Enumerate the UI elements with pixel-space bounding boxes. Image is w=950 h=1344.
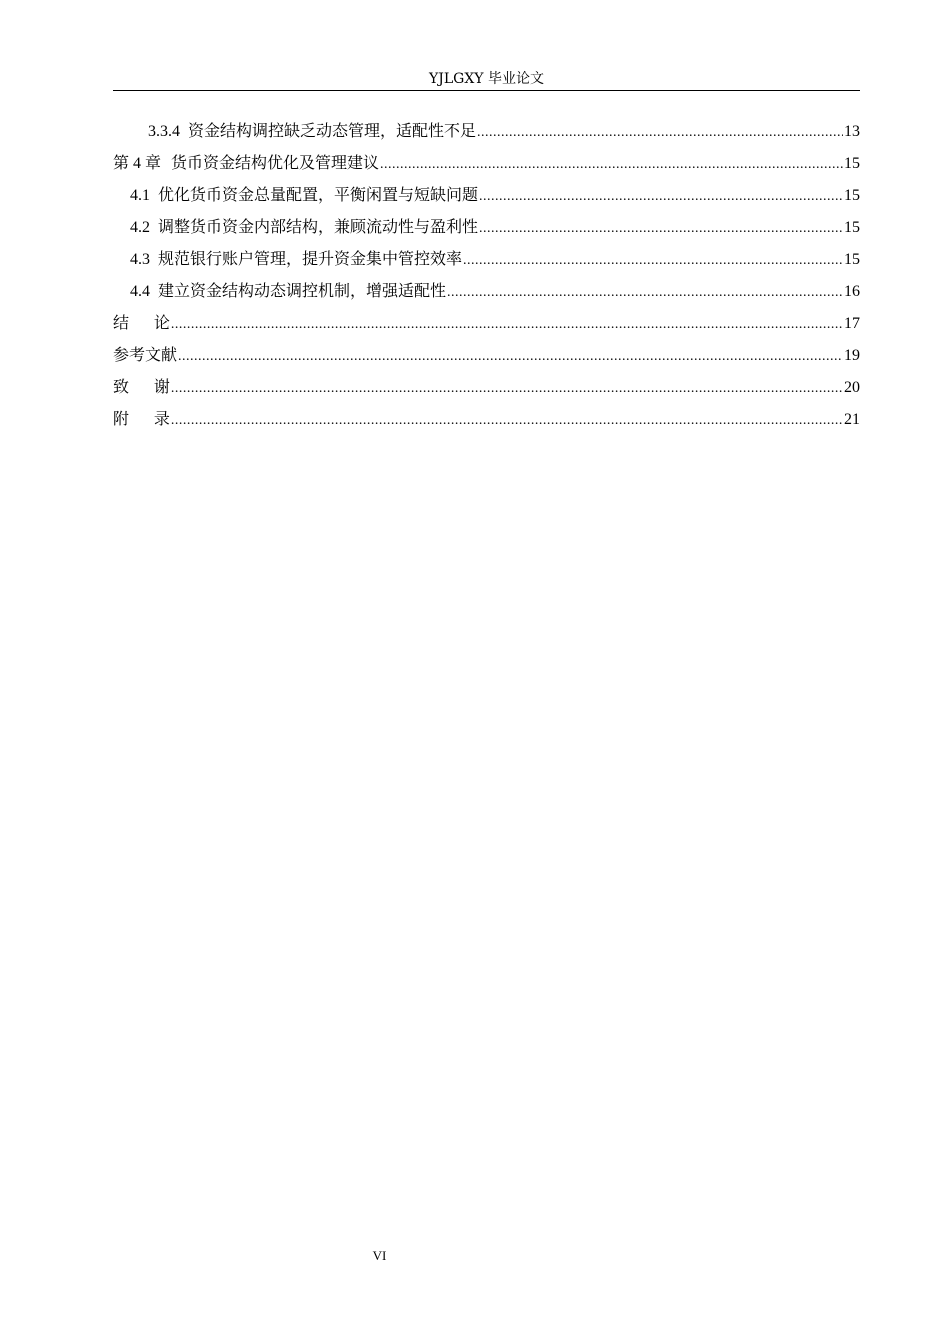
dot-leader (463, 247, 843, 275)
toc-entry-conclusion[interactable] (113, 309, 860, 341)
toc-page-number: 15 (844, 187, 860, 204)
toc-page-number: 16 (844, 283, 860, 300)
toc-entry-label (130, 245, 462, 274)
toc-entry-number: 第 4 章 (113, 155, 162, 172)
toc-page-number: 21 (844, 411, 860, 428)
toc-entry-4-2[interactable] (113, 213, 860, 245)
toc-entry-label (113, 149, 379, 178)
toc-entry-number: 4.2 (130, 219, 150, 236)
table-of-contents (113, 117, 860, 437)
toc-entry-number: 4.4 (130, 283, 150, 300)
toc-page-number: 17 (844, 315, 860, 332)
toc-page-number: 20 (844, 379, 860, 396)
dot-leader (178, 343, 843, 371)
dot-leader (380, 151, 843, 179)
toc-entry-number: 4.3 (130, 251, 150, 268)
toc-entry-number: 3.3.4 (148, 123, 180, 140)
toc-entry-label (148, 117, 476, 146)
toc-page-number: 19 (844, 347, 860, 364)
toc-entry-4-1[interactable] (113, 181, 860, 213)
dot-leader (171, 375, 843, 403)
toc-entry-title: 优化货币资金总量配置，平衡闲置与短缺问题 (158, 185, 479, 204)
dot-leader (479, 183, 843, 211)
toc-page-number: 15 (844, 251, 860, 268)
dot-leader (477, 119, 843, 147)
dot-leader (171, 311, 843, 339)
toc-entry-title: 结论 (113, 313, 170, 332)
toc-entry-3-3-4[interactable] (113, 117, 860, 149)
toc-page-number: 15 (844, 219, 860, 236)
toc-entry-title: 建立资金结构动态调控机制，增强适配性 (158, 281, 447, 300)
toc-entry-label (130, 213, 478, 242)
toc-entry-title: 资金结构调控缺乏动态管理，适配性不足 (188, 121, 477, 140)
toc-entry-4-4[interactable] (113, 277, 860, 309)
toc-entry-title: 参考文献 (113, 345, 178, 364)
toc-entry-appendix[interactable] (113, 405, 860, 437)
dot-leader (479, 215, 843, 243)
page-number-footer: VI (372, 1248, 387, 1263)
toc-entry-4-3[interactable] (113, 245, 860, 277)
toc-entry-title: 规范银行账户管理，提升资金集中管控效率 (158, 249, 463, 268)
toc-entry-title: 致谢 (113, 377, 170, 396)
toc-page-number: 15 (844, 155, 860, 172)
dot-leader (171, 407, 843, 435)
toc-entry-chapter-4[interactable] (113, 149, 860, 181)
toc-entry-references[interactable] (113, 341, 860, 373)
toc-entry-label (130, 277, 446, 306)
toc-entry-title: 货币资金结构优化及管理建议 (171, 153, 380, 172)
running-header: YJLGXY 毕业论文 (429, 71, 544, 87)
header-rule (113, 90, 860, 91)
toc-page-number: 13 (844, 123, 860, 140)
toc-entry-number: 4.1 (130, 187, 150, 204)
dot-leader (447, 279, 843, 307)
toc-entry-label (130, 181, 478, 210)
toc-entry-title: 调整货币资金内部结构，兼顾流动性与盈利性 (158, 217, 479, 236)
toc-entry-title: 附录 (113, 409, 170, 428)
toc-entry-acknowledgements[interactable] (113, 373, 860, 405)
